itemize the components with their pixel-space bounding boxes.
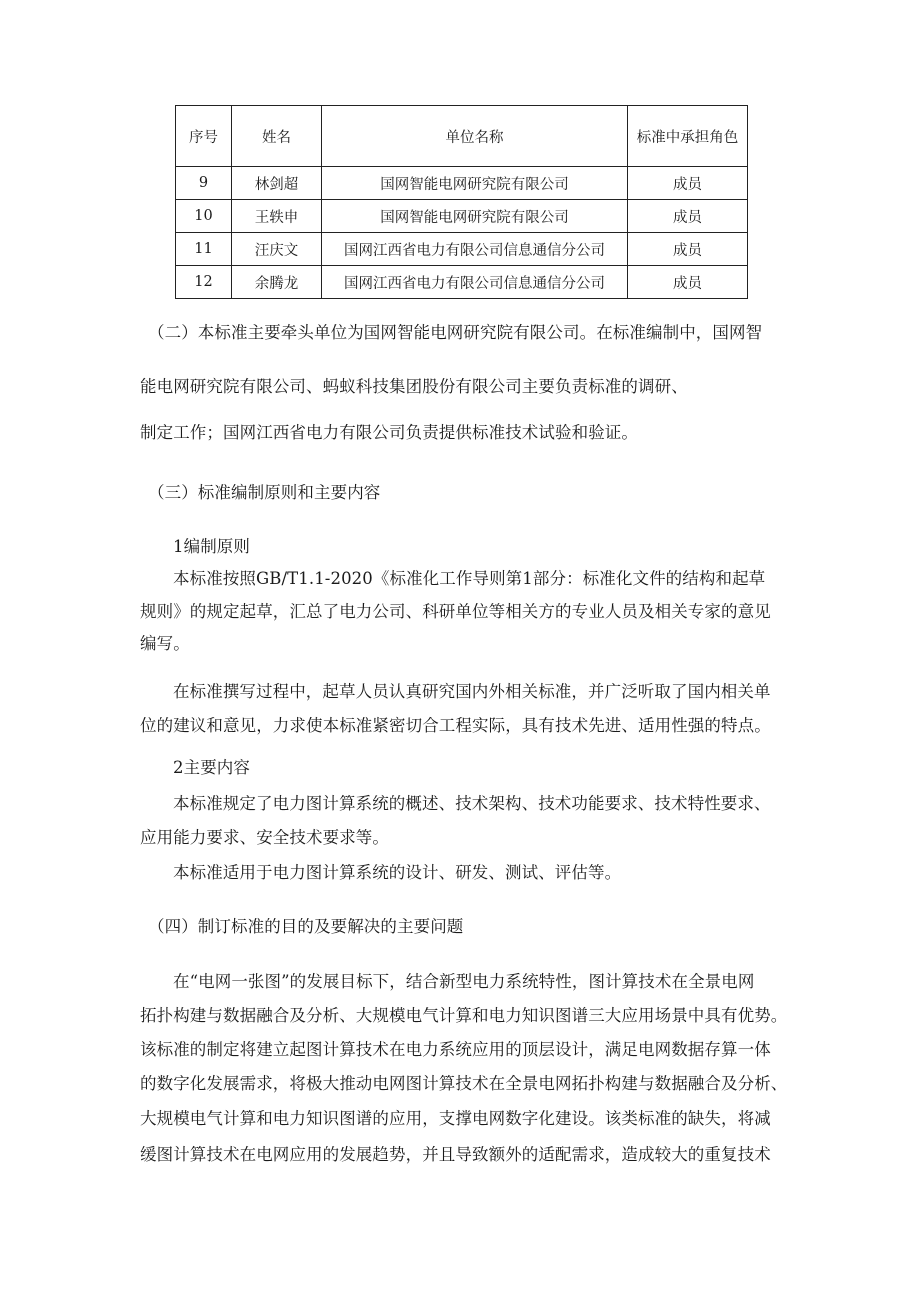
- cell-role: 成员: [628, 200, 748, 233]
- content-para1-line1: 本标准规定了电力图计算系统的概述、技术架构、技术功能要求、技术特性要求、: [173, 794, 771, 813]
- cell-role: 成员: [628, 167, 748, 200]
- header-index: 序号: [176, 106, 232, 167]
- cell-organization: 国网智能电网研究院有限公司: [322, 200, 628, 233]
- section4-line5: 大规模电气计算和电力知识图谱的应用，支撑电网数字化建设。该类标准的缺失，将减: [140, 1109, 771, 1128]
- cell-role: 成员: [628, 266, 748, 299]
- header-name: 姓名: [232, 106, 322, 167]
- section4-heading: （四）制订标准的目的及要解决的主要问题: [148, 917, 464, 936]
- section4-line6: 缓图计算技术在电网应用的发展趋势，并且导致额外的适配需求，造成较大的重复技术: [140, 1145, 771, 1164]
- principles-para2-line2: 位的建议和意见，力求使本标准紧密切合工程实际，具有技术先进、适用性强的特点。: [140, 716, 771, 735]
- table-row: [176, 200, 748, 233]
- subheading-principles: 1编制原则: [173, 537, 250, 556]
- cell-organization: 国网江西省电力有限公司信息通信分公司: [322, 266, 628, 299]
- principles-para1-line1: 本标准按照GB/T1.1-2020《标准化工作导则第1部分：标准化文件的结构和起草: [173, 569, 766, 588]
- table-row: [176, 233, 748, 266]
- table-header-row: [176, 106, 748, 167]
- section4-line4: 的数字化发展需求，将极大推动电网图计算技术在全景电网拓扑构建与数据融合及分析、: [140, 1074, 788, 1093]
- cell-organization: 国网智能电网研究院有限公司: [322, 167, 628, 200]
- header-organization: 单位名称: [322, 106, 628, 167]
- cell-index: 12: [176, 266, 232, 299]
- section2-line3: 制定工作；国网江西省电力有限公司负责提供标准技术试验和验证。: [140, 423, 638, 442]
- cell-name: 王轶申: [232, 200, 322, 233]
- section4-line1: 在“电网一张图”的发展目标下，结合新型电力系统特性，图计算技术在全景电网: [173, 972, 755, 991]
- cell-name: 汪庆文: [232, 233, 322, 266]
- table-row: [176, 167, 748, 200]
- section4-line2: 拓扑构建与数据融合及分析、大规模电气计算和电力知识图谱三大应用场景中具有优势。: [140, 1006, 788, 1025]
- cell-index: 9: [176, 167, 232, 200]
- section4-line3: 该标准的制定将建立起图计算技术在电力系统应用的顶层设计，满足电网数据存算一体: [140, 1040, 771, 1059]
- cell-name: 林剑超: [232, 167, 322, 200]
- cell-name: 余腾龙: [232, 266, 322, 299]
- cell-index: 11: [176, 233, 232, 266]
- subheading-main-content: 2主要内容: [173, 758, 250, 777]
- cell-index: 10: [176, 200, 232, 233]
- section3-heading: （三）标准编制原则和主要内容: [148, 483, 381, 502]
- principles-para1-line3: 编写。: [140, 634, 190, 653]
- content-para2: 本标准适用于电力图计算系统的设计、研发、测试、评估等。: [173, 863, 622, 882]
- section2-line2: 能电网研究院有限公司、蚂蚁科技集团股份有限公司主要负责标准的调研、: [140, 377, 688, 396]
- principles-para1-line2: 规则》的规定起草，汇总了电力公司、科研单位等相关方的专业人员及相关专家的意见: [140, 602, 771, 621]
- cell-organization: 国网江西省电力有限公司信息通信分公司: [322, 233, 628, 266]
- content-para1-line2: 应用能力要求、安全技术要求等。: [140, 828, 389, 847]
- member-table: [175, 105, 748, 299]
- table-row: [176, 266, 748, 299]
- header-role: 标准中承担角色: [628, 106, 748, 167]
- cell-role: 成员: [628, 233, 748, 266]
- section2-line1: （二）本标准主要牵头单位为国网智能电网研究院有限公司。在标准编制中，国网智: [148, 323, 763, 342]
- principles-para2-line1: 在标准撰写过程中，起草人员认真研究国内外相关标准，并广泛听取了国内相关单: [173, 682, 771, 701]
